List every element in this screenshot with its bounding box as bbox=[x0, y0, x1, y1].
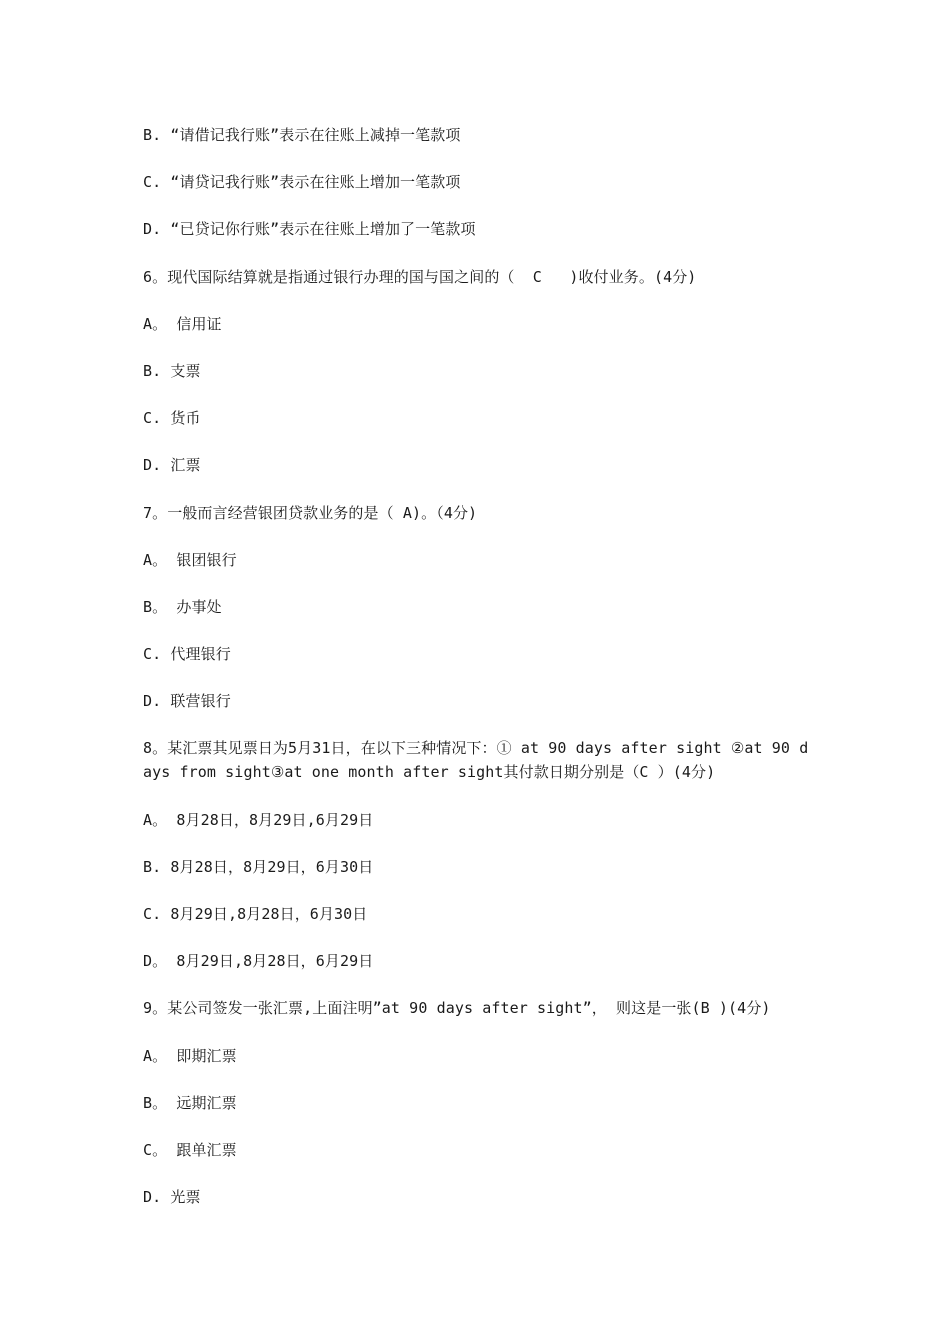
question-9: 9。某公司签发一张汇票,上面注明”at 90 days after sight”， 则这是一张(B )(4分) bbox=[143, 999, 771, 1018]
option-6d: D. 汇票 bbox=[143, 456, 201, 475]
option-8c: C. 8月29日,8月28日，6月30日 bbox=[143, 905, 368, 923]
option-9b: B。 远期汇票 bbox=[143, 1093, 237, 1112]
option-7c: C. 代理银行 bbox=[143, 645, 231, 664]
question-8: 8。某汇票其见票日为5月31日，在以下三种情况下：① at 90 days after sight ②at 90 days from sight③at one month after sight其付款日期分别是（C ）(4分) bbox=[143, 739, 809, 782]
question-6: 6。现代国际结算就是指通过银行办理的国与国之间的（ C )收付业务。(4分) bbox=[143, 267, 697, 286]
option-6b: B. 支票 bbox=[143, 361, 201, 380]
question-7: 7。一般而言经营银团贷款业务的是（ A)。（4分) bbox=[143, 503, 478, 522]
option-6a: A。 信用证 bbox=[143, 314, 222, 333]
option-8a: A。 8月28日，8月29日,6月29日 bbox=[143, 810, 374, 829]
option-8d: D。 8月29日,8月28日，6月29日 bbox=[143, 952, 374, 971]
option-9a: A。 即期汇票 bbox=[143, 1046, 237, 1065]
option-5d: D. “已贷记你行账”表示在往账上增加了一笔款项 bbox=[143, 220, 476, 239]
document-body bbox=[143, 123, 813, 1232]
option-7d: D. 联营银行 bbox=[143, 692, 231, 711]
option-9c: C。 跟单汇票 bbox=[143, 1140, 237, 1159]
option-5b: B. “请借记我行账”表示在往账上减掉一笔款项 bbox=[143, 126, 461, 144]
option-7a: A。 银团银行 bbox=[143, 550, 237, 569]
option-6c: C. 货币 bbox=[143, 409, 201, 428]
option-7b: B。 办事处 bbox=[143, 597, 222, 616]
option-8b: B. 8月28日，8月29日，6月30日 bbox=[143, 857, 374, 876]
option-5c: C. “请贷记我行账”表示在往账上增加一笔款项 bbox=[143, 173, 461, 192]
option-9d: D. 光票 bbox=[143, 1188, 201, 1207]
